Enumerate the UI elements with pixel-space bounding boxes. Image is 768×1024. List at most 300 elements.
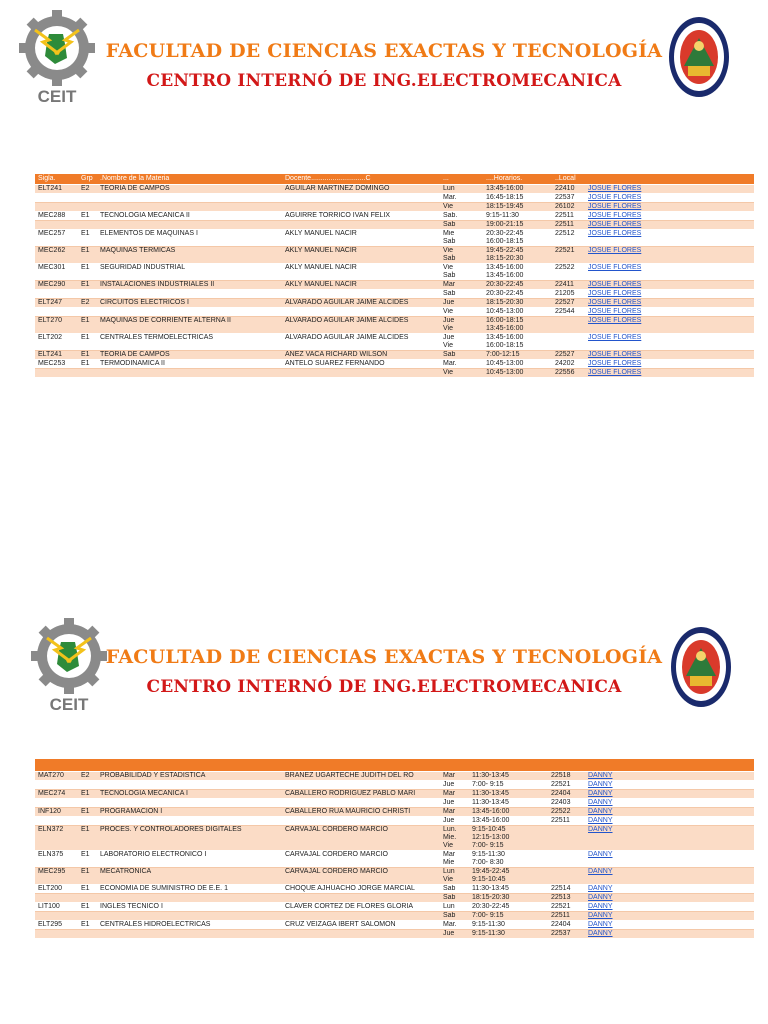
header-band: [35, 759, 754, 772]
cell-link: [585, 351, 754, 360]
cell-docente: [282, 912, 440, 921]
cell-sigla: [35, 290, 78, 299]
cell-horario: [483, 185, 552, 194]
time-range: 19:45-22:45: [486, 247, 524, 254]
cell-dia: [440, 781, 469, 790]
cell-grp: E2: [78, 299, 97, 308]
cell-docente: [282, 290, 440, 299]
cell-horario: [469, 903, 548, 912]
cell-sigla: MEC253: [35, 360, 78, 369]
contact-link[interactable]: JOSUE FLORES: [588, 299, 642, 306]
contact-link[interactable]: JOSUE FLORES: [588, 247, 642, 254]
contact-link[interactable]: JOSUE FLORES: [588, 308, 642, 315]
day-label: Jue: [443, 930, 455, 937]
cell-link: [585, 194, 754, 203]
contact-link[interactable]: DANNY: [588, 826, 613, 833]
cell-dia: [440, 360, 483, 369]
cell-dia: [440, 203, 483, 212]
cell-docente: ALVARADO AGUILAR JAIME ALCIDES: [282, 317, 440, 334]
cell-link: [585, 781, 754, 790]
cell-link: [585, 334, 754, 351]
cell-dia: [440, 772, 469, 781]
cell-horario: [483, 212, 552, 221]
cell-sigla: [35, 799, 78, 808]
day-label: Mar: [443, 772, 456, 779]
contact-link[interactable]: JOSUE FLORES: [588, 334, 642, 341]
day-label: Mie: [443, 230, 455, 237]
cell-local: 22537: [548, 930, 585, 939]
contact-link[interactable]: JOSUE FLORES: [588, 290, 642, 297]
day-label: Sab: [443, 351, 456, 358]
cell-local: 22411: [552, 281, 585, 290]
cell-local: [548, 868, 585, 885]
day-label: Mar.: [443, 921, 457, 928]
cell-link: [585, 317, 754, 334]
cell-local: 22521: [548, 903, 585, 912]
cell-horario: [483, 334, 552, 351]
cell-dia: [440, 885, 469, 894]
cell-horario: [469, 851, 548, 868]
cell-horario: [483, 194, 552, 203]
day-label: Sab: [443, 894, 456, 901]
table-row: [35, 308, 754, 317]
schedule-table-2: [35, 759, 754, 939]
cell-link: [585, 221, 754, 230]
table-row: [35, 351, 754, 360]
contact-link[interactable]: DANNY: [588, 817, 613, 824]
cell-grp: E1: [78, 230, 97, 247]
time-range: 13:45-16:00: [486, 264, 524, 271]
cell-materia: ELEMENTOS DE MAQUINAS I: [97, 230, 282, 247]
time-range: 7:00- 9:15: [472, 781, 504, 788]
day-label: Mar: [443, 790, 456, 797]
cell-link: [585, 230, 754, 247]
cell-horario: [469, 790, 548, 799]
cell-grp: E1: [78, 851, 97, 868]
cell-dia: [440, 369, 483, 378]
cell-horario: [469, 894, 548, 903]
cell-horario: [483, 221, 552, 230]
cell-grp: [78, 290, 97, 299]
day-label: Sab: [443, 255, 456, 262]
cell-docente: AKLY MANUEL NACIR: [282, 230, 440, 247]
cell-local: 22410: [552, 185, 585, 194]
time-range: 18:15-20:30: [486, 299, 524, 306]
cell-docente: ALVARADO AGUILAR JAIME ALCIDES: [282, 299, 440, 308]
contact-link[interactable]: JOSUE FLORES: [588, 369, 642, 376]
cell-horario: [483, 360, 552, 369]
table-row: [35, 281, 754, 290]
day-label: Jue: [443, 781, 455, 788]
cell-materia: [97, 290, 282, 299]
contact-link[interactable]: DANNY: [588, 772, 613, 779]
faculty-title: FACULTAD DE CIENCIAS EXACTAS Y TECNOLOGÍA: [105, 40, 663, 62]
time-range: 19:45-22:45: [472, 868, 510, 875]
cell-materia: PROCES. Y CONTROLADORES DIGITALES: [97, 826, 282, 851]
day-label: Lun: [443, 868, 455, 875]
time-range: 18:15-20:30: [472, 894, 510, 901]
cell-local: 22403: [548, 799, 585, 808]
cell-docente: ANEZ VACA RICHARD WILSON: [282, 351, 440, 360]
cell-materia: [97, 799, 282, 808]
cell-materia: SEGURIDAD INDUSTRIAL: [97, 264, 282, 281]
header-sigla: Sigla.: [35, 174, 78, 185]
time-range: 10:45-13:00: [486, 360, 524, 367]
cell-materia: ECONOMIA DE SUMINISTRO DE E.E. 1: [97, 885, 282, 894]
header-horarios: ....Horarios.: [483, 174, 552, 185]
cell-docente: CABALLERO RODRIGUEZ PABLO MARI: [282, 790, 440, 799]
contact-link[interactable]: DANNY: [588, 921, 613, 928]
university-seal: [668, 16, 730, 98]
contact-link[interactable]: DANNY: [588, 851, 613, 858]
cell-sigla: MEC274: [35, 790, 78, 799]
cell-grp: E1: [78, 808, 97, 817]
table-row: [35, 290, 754, 299]
contact-link[interactable]: JOSUE FLORES: [588, 317, 642, 324]
cell-local: 22511: [548, 912, 585, 921]
cell-local: 22521: [548, 781, 585, 790]
contact-link[interactable]: JOSUE FLORES: [588, 281, 642, 288]
time-range: 9:15-11:30: [472, 921, 505, 928]
header-dia: ...: [440, 174, 483, 185]
cell-sigla: MEC288: [35, 212, 78, 221]
cell-dia: [440, 194, 483, 203]
cell-horario: [469, 781, 548, 790]
day-label: Mar: [443, 281, 456, 288]
cell-docente: [282, 221, 440, 230]
cell-docente: CHOQUE AJHUACHO JORGE MARCIAL: [282, 885, 440, 894]
cell-docente: CARVAJAL CORDERO MARCIO: [282, 851, 440, 868]
cell-local: 21205: [552, 290, 585, 299]
contact-link[interactable]: DANNY: [588, 790, 613, 797]
cell-grp: E2: [78, 185, 97, 194]
time-range: 20:30-22:45: [472, 903, 510, 910]
contact-link[interactable]: JOSUE FLORES: [588, 264, 642, 271]
cell-local: [548, 851, 585, 868]
table-row: [35, 912, 754, 921]
time-range: 13:45-16:00: [486, 325, 524, 332]
cell-docente: [282, 203, 440, 212]
cell-sigla: [35, 194, 78, 203]
table-row: [35, 203, 754, 212]
time-range: 7:00- 8:30: [472, 859, 504, 866]
cell-dia: [440, 868, 469, 885]
cell-dia: [440, 790, 469, 799]
header-docente: Docente............................C: [282, 174, 440, 185]
time-range: 9:15-11:30: [472, 851, 505, 858]
time-range: 13:45-16:00: [472, 808, 510, 815]
cell-horario: [469, 817, 548, 826]
cell-grp: E1: [78, 360, 97, 369]
table-row: [35, 799, 754, 808]
cell-docente: CLAVER CORTEZ DE FLORES GLORIA: [282, 903, 440, 912]
day-label: Sab: [443, 238, 456, 245]
cell-local: 22511: [552, 212, 585, 221]
table-header-row: [35, 174, 754, 185]
time-range: 9:15-11:30: [486, 212, 519, 219]
contact-link[interactable]: DANNY: [588, 903, 613, 910]
cell-grp: [78, 817, 97, 826]
cell-horario: [483, 299, 552, 308]
contact-link[interactable]: DANNY: [588, 894, 613, 901]
time-range: 13:45-16:00: [486, 272, 524, 279]
cell-horario: [483, 290, 552, 299]
time-range: 16:00-18:15: [486, 238, 524, 245]
contact-link[interactable]: JOSUE FLORES: [588, 230, 642, 237]
day-label: Vie: [443, 325, 453, 332]
cell-dia: [440, 317, 483, 334]
cell-dia: [440, 247, 483, 264]
time-range: 20:30-22:45: [486, 281, 524, 288]
faculty-title: FACULTAD DE CIENCIAS EXACTAS Y TECNOLOGÍA: [105, 646, 663, 668]
cell-materia: [97, 203, 282, 212]
contact-link[interactable]: DANNY: [588, 799, 613, 806]
cell-local: 22544: [552, 308, 585, 317]
contact-link[interactable]: JOSUE FLORES: [588, 185, 642, 192]
cell-sigla: MEC290: [35, 281, 78, 290]
time-range: 7:00-12:15: [486, 351, 520, 358]
contact-link[interactable]: JOSUE FLORES: [588, 203, 642, 210]
day-label: Mar.: [443, 194, 457, 201]
contact-link[interactable]: DANNY: [588, 808, 613, 815]
cell-sigla: [35, 221, 78, 230]
cell-horario: [483, 230, 552, 247]
cell-grp: [78, 894, 97, 903]
table-row: [35, 360, 754, 369]
table-row: [35, 264, 754, 281]
cell-sigla: ELT202: [35, 334, 78, 351]
cell-grp: E1: [78, 334, 97, 351]
cell-horario: [469, 912, 548, 921]
cell-dia: [440, 299, 483, 308]
cell-horario: [469, 868, 548, 885]
cell-dia: [440, 281, 483, 290]
cell-grp: [78, 194, 97, 203]
cell-link: [585, 826, 754, 851]
cell-sigla: ELT270: [35, 317, 78, 334]
cell-dia: [440, 903, 469, 912]
cell-docente: [282, 930, 440, 939]
cell-grp: [78, 799, 97, 808]
ceit-logo-text: CEIT: [37, 87, 77, 106]
contact-link[interactable]: DANNY: [588, 868, 613, 875]
day-label: Vie: [443, 369, 453, 376]
day-label: Sab: [443, 272, 456, 279]
cell-docente: AGUILAR MARTINEZ DOMINGO: [282, 185, 440, 194]
center-title: CENTRO INTERNÓ DE ING.ELECTROMECANICA: [146, 677, 622, 697]
cell-link: [585, 308, 754, 317]
cell-link: [585, 790, 754, 799]
contact-link[interactable]: JOSUE FLORES: [588, 194, 642, 201]
cell-grp: [78, 308, 97, 317]
cell-link: [585, 360, 754, 369]
cell-docente: CARVAJAL CORDERO MARCIO: [282, 826, 440, 851]
header-grp: Grp: [78, 174, 97, 185]
cell-horario: [469, 921, 548, 930]
cell-materia: CENTRALES TERMOELECTRICAS: [97, 334, 282, 351]
table-row: [35, 299, 754, 308]
table-row: [35, 817, 754, 826]
cell-docente: [282, 194, 440, 203]
cell-materia: CIRCUITOS ELECTRICOS I: [97, 299, 282, 308]
cell-docente: AKLY MANUEL NACIR: [282, 264, 440, 281]
cell-materia: TECNOLOGIA MECANICA I: [97, 790, 282, 799]
cell-local: 22512: [552, 230, 585, 247]
table-row: [35, 772, 754, 781]
cell-sigla: ELT200: [35, 885, 78, 894]
contact-link[interactable]: JOSUE FLORES: [588, 221, 642, 228]
cell-link: [585, 808, 754, 817]
cell-docente: CARVAJAL CORDERO MARCIO: [282, 868, 440, 885]
cell-link: [585, 894, 754, 903]
cell-horario: [469, 808, 548, 817]
time-range: 11:30-13:45: [472, 799, 509, 806]
time-range: 10:45-13:00: [486, 369, 524, 376]
cell-materia: [97, 912, 282, 921]
cell-sigla: [35, 894, 78, 903]
cell-link: [585, 281, 754, 290]
day-label: Jue: [443, 817, 455, 824]
day-label: Sab.: [443, 212, 458, 219]
contact-link[interactable]: JOSUE FLORES: [588, 360, 642, 367]
day-label: Vie: [443, 264, 453, 271]
contact-link[interactable]: JOSUE FLORES: [588, 351, 642, 358]
table-row: [35, 903, 754, 912]
table-row: [35, 185, 754, 194]
cell-materia: PROGRAMACION I: [97, 808, 282, 817]
time-range: 12:15-13:00: [472, 834, 510, 841]
cell-dia: [440, 894, 469, 903]
table-row: [35, 868, 754, 885]
day-label: Mar.: [443, 360, 457, 367]
time-range: 20:30-22:45: [486, 230, 524, 237]
time-range: 16:00-18:15: [486, 317, 524, 324]
cell-dia: [440, 826, 469, 851]
cell-link: [585, 921, 754, 930]
cell-sigla: [35, 308, 78, 317]
cell-materia: TERMODINAMICA II: [97, 360, 282, 369]
cell-sigla: [35, 781, 78, 790]
cell-materia: PROBABILIDAD Y ESTADISTICA: [97, 772, 282, 781]
cell-horario: [483, 308, 552, 317]
cell-grp: [78, 781, 97, 790]
cell-grp: E1: [78, 212, 97, 221]
cell-local: 22556: [552, 369, 585, 378]
cell-sigla: INF120: [35, 808, 78, 817]
cell-link: [585, 212, 754, 221]
cell-dia: [440, 185, 483, 194]
cell-materia: LABORATORIO ELECTRONICO I: [97, 851, 282, 868]
cell-dia: [440, 290, 483, 299]
table-row: [35, 369, 754, 378]
table-row: [35, 317, 754, 334]
cell-dia: [440, 212, 483, 221]
cell-grp: E1: [78, 885, 97, 894]
day-label: Vie: [443, 342, 453, 349]
cell-local: 22404: [548, 921, 585, 930]
table-row: [35, 826, 754, 851]
cell-link: [585, 290, 754, 299]
table-row: [35, 930, 754, 939]
day-label: Sab: [443, 885, 456, 892]
cell-materia: [97, 894, 282, 903]
contact-link[interactable]: DANNY: [588, 781, 613, 788]
cell-materia: [97, 817, 282, 826]
cell-sigla: ELN375: [35, 851, 78, 868]
day-label: Mie.: [443, 834, 457, 841]
cell-sigla: MEC262: [35, 247, 78, 264]
cell-sigla: [35, 912, 78, 921]
cell-horario: [483, 264, 552, 281]
cell-horario: [469, 826, 548, 851]
time-range: 11:30-13:45: [472, 772, 509, 779]
time-range: 11:30-13:45: [472, 885, 509, 892]
cell-local: [548, 826, 585, 851]
table-row: [35, 212, 754, 221]
cell-sigla: [35, 930, 78, 939]
cell-dia: [440, 334, 483, 351]
day-label: Sab: [443, 221, 456, 228]
cell-materia: [97, 930, 282, 939]
cell-link: [585, 912, 754, 921]
day-label: Sab: [443, 290, 456, 297]
cell-grp: E1: [78, 281, 97, 290]
cell-grp: E1: [78, 247, 97, 264]
cell-grp: E1: [78, 790, 97, 799]
cell-horario: [469, 930, 548, 939]
cell-grp: [78, 221, 97, 230]
time-range: 9:15-10:45: [472, 876, 506, 883]
time-range: 7:00- 9:15: [472, 842, 504, 849]
time-range: 16:45-18:15: [486, 194, 524, 201]
cell-local: 22522: [552, 264, 585, 281]
cell-grp: [78, 912, 97, 921]
day-label: Jue: [443, 317, 455, 324]
cell-sigla: [35, 817, 78, 826]
time-range: 13:45-16:00: [486, 334, 524, 341]
cell-link: [585, 930, 754, 939]
cell-dia: [440, 230, 483, 247]
cell-docente: [282, 781, 440, 790]
cell-sigla: LIT100: [35, 903, 78, 912]
day-label: Vie: [443, 876, 453, 883]
day-label: Lun.: [443, 826, 457, 833]
day-label: Jue: [443, 299, 455, 306]
table-row: [35, 194, 754, 203]
cell-materia: INSTALACIONES INDUSTRIALES II: [97, 281, 282, 290]
header-local: ..Local: [552, 174, 585, 185]
contact-link[interactable]: JOSUE FLORES: [588, 212, 642, 219]
cell-local: 22521: [552, 247, 585, 264]
cell-docente: [282, 308, 440, 317]
contact-link[interactable]: DANNY: [588, 912, 613, 919]
cell-link: [585, 185, 754, 194]
time-range: 9:15-11:30: [472, 930, 505, 937]
cell-horario: [483, 247, 552, 264]
cell-docente: AKLY MANUEL NACIR: [282, 247, 440, 264]
cell-grp: [78, 369, 97, 378]
cell-sigla: [35, 369, 78, 378]
cell-sigla: ELT247: [35, 299, 78, 308]
cell-dia: [440, 817, 469, 826]
contact-link[interactable]: DANNY: [588, 885, 613, 892]
cell-materia: MAQUINAS DE CORRIENTE ALTERNA II: [97, 317, 282, 334]
contact-link[interactable]: DANNY: [588, 930, 613, 937]
cell-link: [585, 868, 754, 885]
cell-grp: [78, 203, 97, 212]
cell-sigla: MEC257: [35, 230, 78, 247]
cell-link: [585, 817, 754, 826]
